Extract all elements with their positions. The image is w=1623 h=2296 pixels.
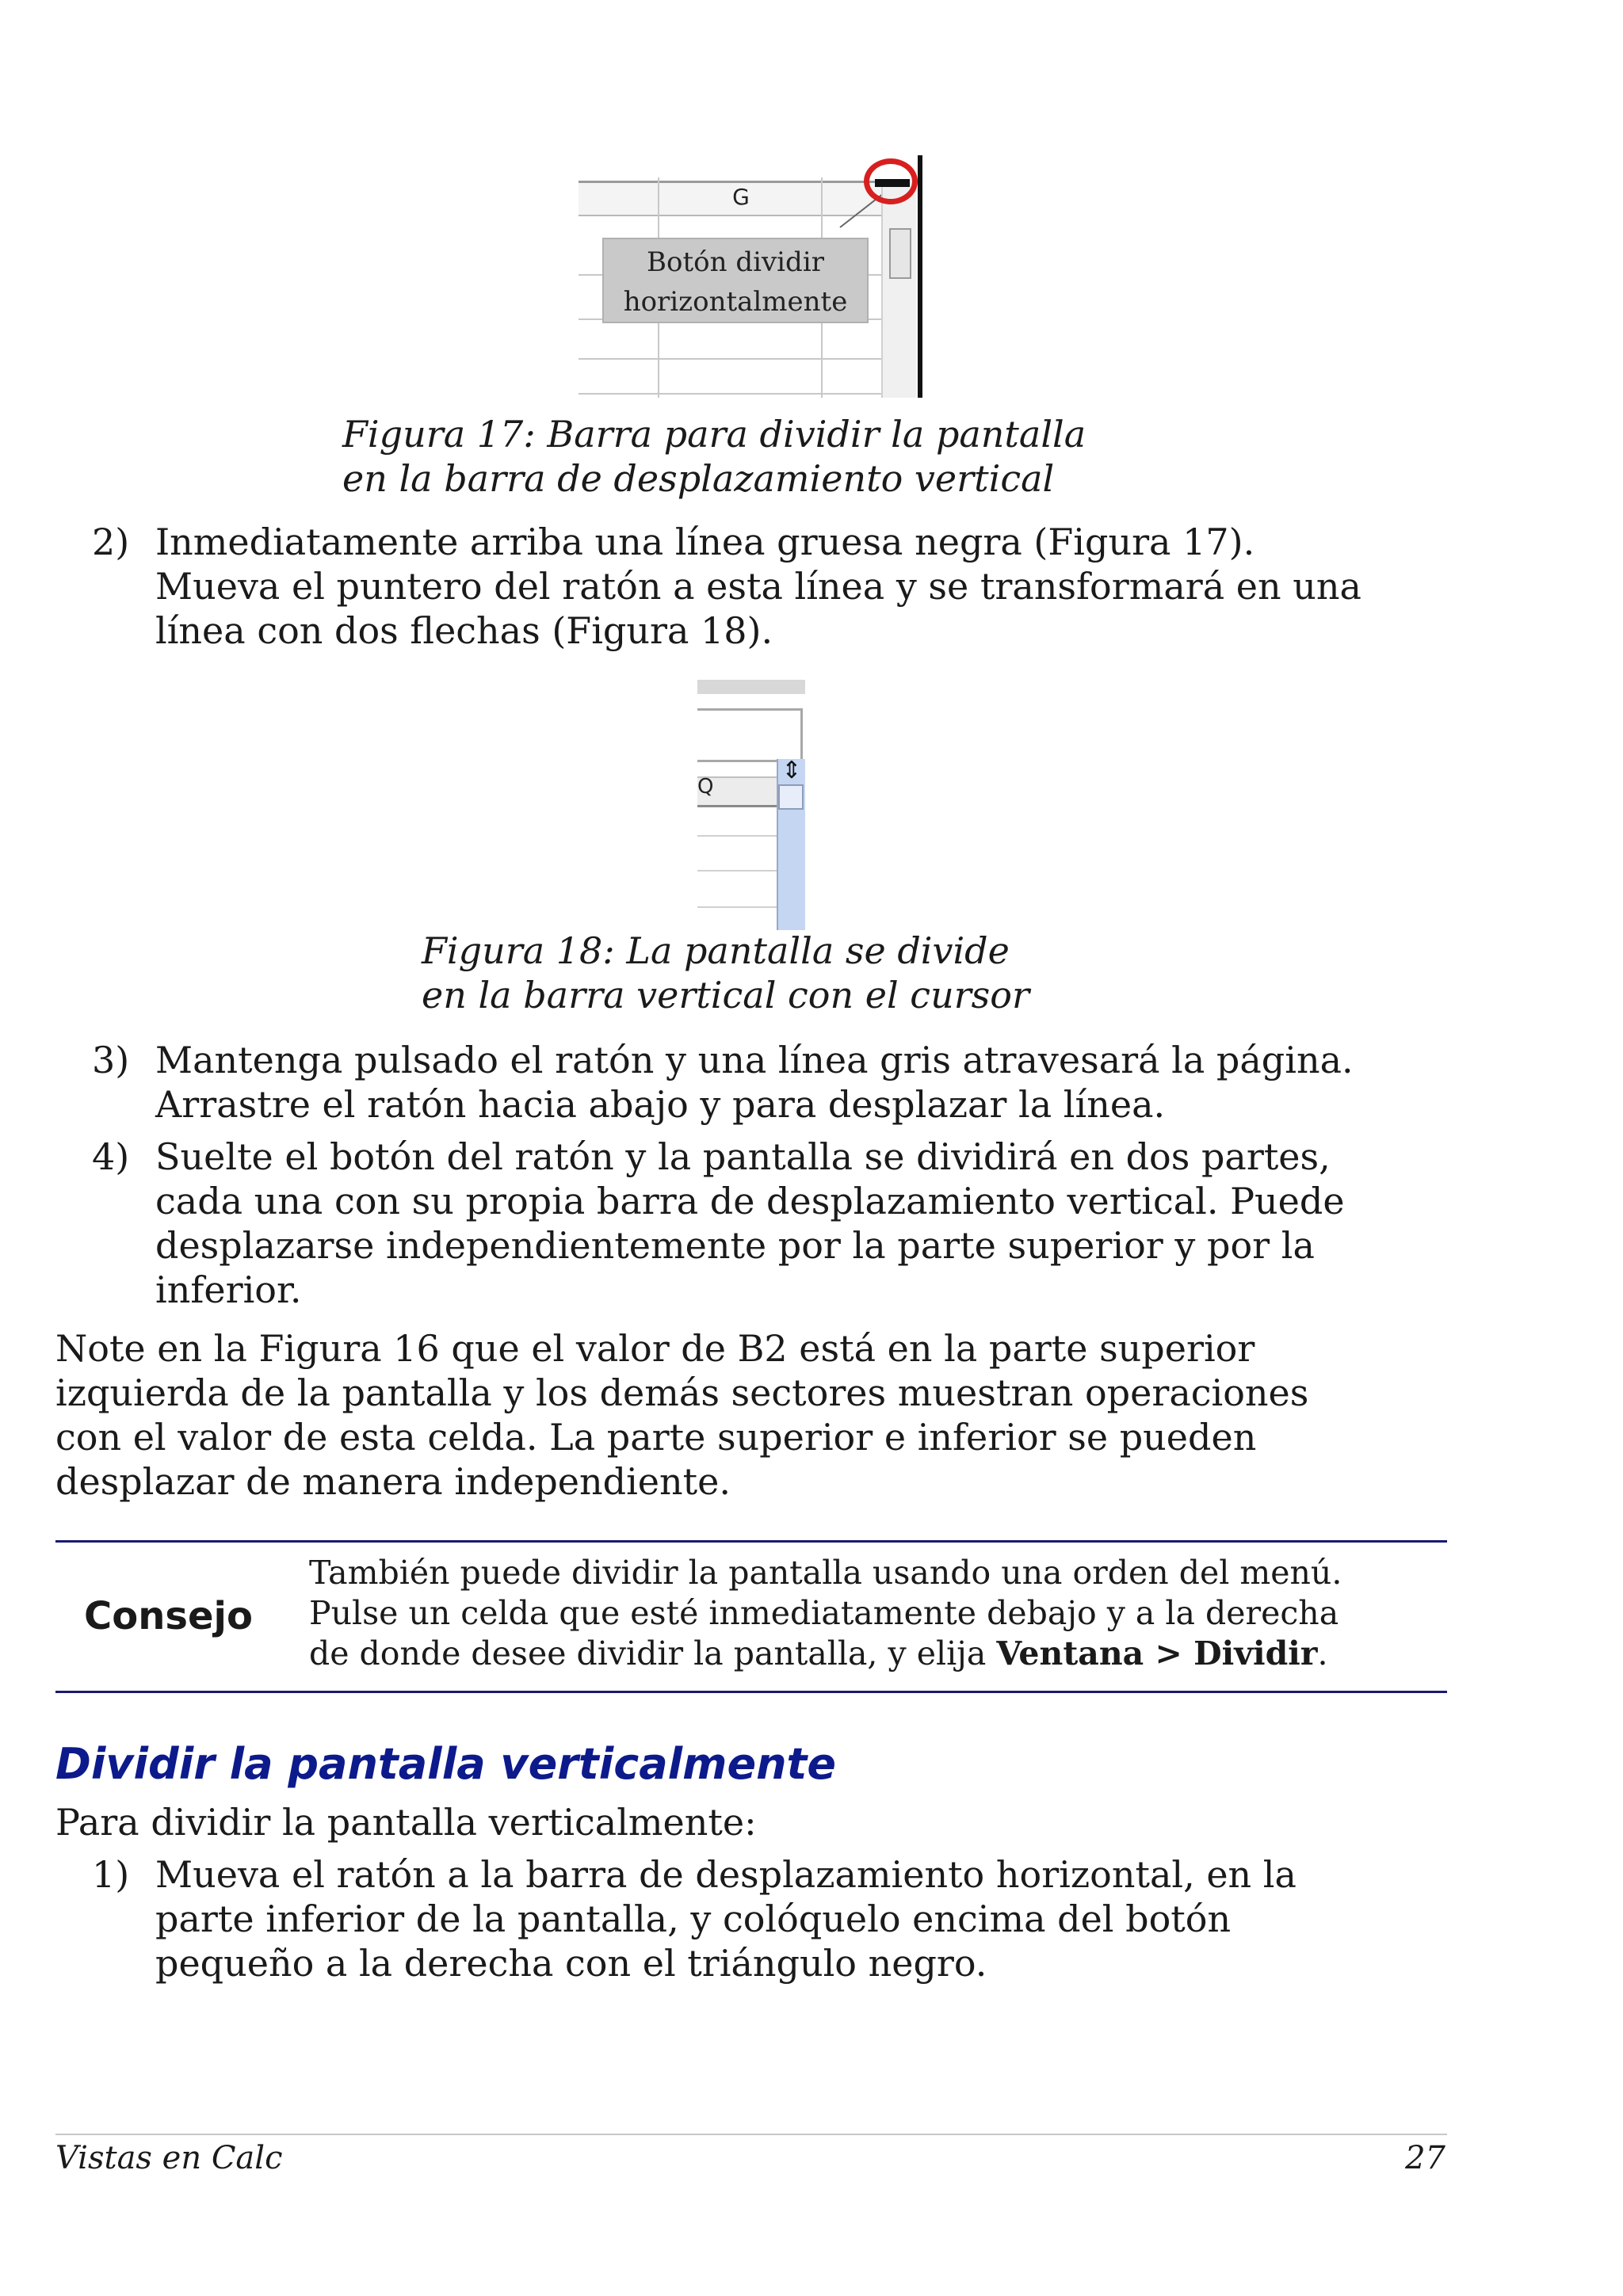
tip-text [309, 1553, 1450, 1674]
input-field-image [697, 708, 803, 762]
list-text: Mantenga pulsado el ratón y una línea gris atravesará la página. Arrastre el ratón hacia abajo y para desplazar la línea. [155, 1039, 1354, 1126]
vertical-scrollbar [881, 179, 916, 398]
list-text: Suelte el botón del ratón y la pantalla se dividirá en dos partes, cada una con su propia barra de desplazamiento vertical. Puede desplazarse independientemente por la parte superior y por la inferior. [155, 1135, 1345, 1311]
list-item [55, 1135, 1466, 1317]
figure-18-caption-line-1: Figura 18: La pantalla se divide [422, 929, 1010, 972]
section-heading: Dividir la pantalla verticalmente [55, 1739, 836, 1789]
tip-bottom-rule [55, 1691, 1447, 1693]
callout-label [602, 238, 869, 323]
split-cursor-icon: ⇕ [781, 757, 802, 784]
figure-18-image [697, 680, 805, 930]
list-number: 1) [92, 1853, 130, 1896]
column-label-g: G [732, 184, 750, 210]
tip-label: Consejo [84, 1594, 253, 1638]
tip-top-rule [55, 1540, 1447, 1543]
figure-17-image [579, 155, 927, 398]
highlight-circle-icon [864, 158, 918, 204]
figure-17-caption-line-1: Figura 17: Barra para dividir la pantalla [342, 413, 1086, 456]
footer-rule [55, 2134, 1447, 2135]
figure-17-caption [342, 412, 1086, 501]
footer-chapter: Vistas en Calc [55, 2140, 283, 2176]
column-label-q: Q [697, 775, 714, 799]
list-number: 3) [92, 1039, 130, 1081]
list-item [55, 1852, 1466, 1995]
tip-text-body: También puede dividir la pantalla usando una orden del menú. Pulse un celda que esté inmediatamente debajo y a la derecha de donde desee dividir la pantalla, y elija [309, 1554, 1342, 1672]
scroll-button-icon [778, 784, 804, 810]
scroll-thumb-icon [889, 228, 911, 279]
callout-line-1: Botón dividir [647, 246, 824, 278]
figure-18-caption-line-2: en la barra vertical con el cursor [422, 974, 1029, 1016]
list-text: Mueva el ratón a la barra de desplazamiento horizontal, en la parte inferior de la pantalla, y colóquelo encima del botón pequeño a la derecha con el triángulo negro. [155, 1853, 1296, 1985]
figure-17-caption-line-2: en la barra de desplazamiento vertical [342, 457, 1055, 500]
section-intro: Para dividir la pantalla verticalmente: [55, 1801, 757, 1844]
note-paragraph: Note en la Figura 16 que el valor de B2 está en la parte superior izquierda de la pantalla y los demás sectores muestran operaciones con el valor de esta celda. La parte superior e inferior se pueden desplazar de manera independiente. [55, 1327, 1309, 1503]
list-item [55, 520, 1466, 662]
callout-line-2: horizontalmente [623, 286, 848, 318]
page-number: 27 [1405, 2140, 1445, 2176]
tip-menu-path: Ventana > Dividir [996, 1634, 1318, 1672]
list-number: 2) [92, 521, 130, 563]
figure-18-caption [422, 929, 1029, 1017]
tip-text-end: . [1317, 1634, 1328, 1672]
list-item [55, 1038, 1466, 1133]
list-number: 4) [92, 1135, 130, 1178]
list-text: Inmediatamente arriba una línea gruesa negra (Figura 17). Mueva el puntero del ratón a esta línea y se transformará en una línea con dos flechas (Figura 18). [155, 521, 1361, 652]
